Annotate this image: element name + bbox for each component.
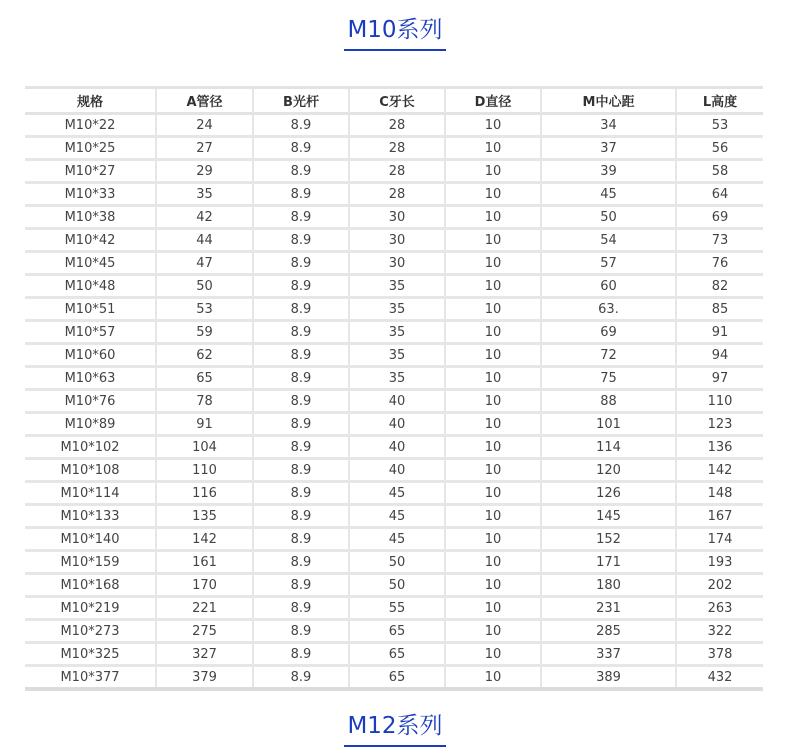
table-row (25, 344, 763, 367)
table-row (25, 321, 763, 344)
table-cell: M10*140 (25, 528, 156, 551)
table-cell: 59 (156, 321, 253, 344)
table-cell: 37 (541, 137, 676, 160)
table-cell: 50 (156, 275, 253, 298)
table-cell: 327 (156, 643, 253, 666)
table-row (25, 505, 763, 528)
header-c-thread-length: C牙长 (349, 88, 445, 114)
header-m-center-distance: M中心距 (541, 88, 676, 114)
section-title-m10 (0, 15, 790, 51)
table-cell: 285 (541, 620, 676, 643)
table-cell: 126 (541, 482, 676, 505)
table-cell: 44 (156, 229, 253, 252)
table-cell: 10 (445, 275, 541, 298)
table-cell: 110 (676, 390, 763, 413)
table-cell: 135 (156, 505, 253, 528)
table-cell: 10 (445, 137, 541, 160)
table-cell: 45 (349, 528, 445, 551)
table-cell: 53 (156, 298, 253, 321)
table-cell: M10*325 (25, 643, 156, 666)
table-cell: M10*76 (25, 390, 156, 413)
table-cell: 148 (676, 482, 763, 505)
table-cell: 116 (156, 482, 253, 505)
table-cell: 8.9 (253, 160, 349, 183)
table-row (25, 183, 763, 206)
table-cell: 171 (541, 551, 676, 574)
table-cell: M10*102 (25, 436, 156, 459)
table-cell: M10*38 (25, 206, 156, 229)
table-cell: 30 (349, 229, 445, 252)
table-cell: 432 (676, 666, 763, 690)
header-d-diameter: D直径 (445, 88, 541, 114)
table-cell: 10 (445, 413, 541, 436)
table-cell: M10*33 (25, 183, 156, 206)
table-cell: 28 (349, 137, 445, 160)
table-cell: 221 (156, 597, 253, 620)
table-cell: 35 (156, 183, 253, 206)
table-row (25, 413, 763, 436)
table-cell: 35 (349, 275, 445, 298)
table-cell: 40 (349, 436, 445, 459)
table-cell: 53 (676, 114, 763, 137)
table-cell: 8.9 (253, 643, 349, 666)
table-cell: 72 (541, 344, 676, 367)
table-cell: M10*273 (25, 620, 156, 643)
table-row (25, 252, 763, 275)
table-cell: 8.9 (253, 413, 349, 436)
table-cell: 10 (445, 574, 541, 597)
table-row (25, 160, 763, 183)
table-cell: 54 (541, 229, 676, 252)
table-cell: 88 (541, 390, 676, 413)
table-cell: 378 (676, 643, 763, 666)
table-cell: 47 (156, 252, 253, 275)
spec-table (25, 86, 763, 691)
table-cell: 10 (445, 229, 541, 252)
table-cell: 30 (349, 252, 445, 275)
header-l-height: L高度 (676, 88, 763, 114)
table-cell: 30 (349, 206, 445, 229)
table-cell: 10 (445, 298, 541, 321)
header-spec: 规格 (25, 88, 156, 114)
table-cell: M10*377 (25, 666, 156, 690)
section-title-text: M12系列 (344, 711, 445, 747)
table-cell: 114 (541, 436, 676, 459)
table-cell: 56 (676, 137, 763, 160)
table-cell: 42 (156, 206, 253, 229)
table-cell: 161 (156, 551, 253, 574)
table-cell: 8.9 (253, 528, 349, 551)
table-cell: 8.9 (253, 482, 349, 505)
table-cell: 62 (156, 344, 253, 367)
table-cell: 180 (541, 574, 676, 597)
table-cell: M10*57 (25, 321, 156, 344)
table-cell: 8.9 (253, 574, 349, 597)
table-cell: 10 (445, 551, 541, 574)
table-cell: 97 (676, 367, 763, 390)
table-cell: 58 (676, 160, 763, 183)
table-cell: 73 (676, 229, 763, 252)
table-cell: 85 (676, 298, 763, 321)
table-cell: M10*168 (25, 574, 156, 597)
table-cell: 8.9 (253, 597, 349, 620)
table-row (25, 298, 763, 321)
table-row (25, 229, 763, 252)
table-cell: 142 (156, 528, 253, 551)
table-cell: 10 (445, 505, 541, 528)
table-cell: 75 (541, 367, 676, 390)
table-cell: 10 (445, 160, 541, 183)
table-cell: 63. (541, 298, 676, 321)
table-cell: 337 (541, 643, 676, 666)
table-cell: 50 (349, 551, 445, 574)
table-cell: 94 (676, 344, 763, 367)
table-cell: M10*63 (25, 367, 156, 390)
table-cell: 45 (349, 482, 445, 505)
table-row (25, 206, 763, 229)
table-cell: M10*48 (25, 275, 156, 298)
table-cell: 45 (349, 505, 445, 528)
table-cell: 170 (156, 574, 253, 597)
table-cell: 10 (445, 367, 541, 390)
table-cell: 50 (349, 574, 445, 597)
table-cell: 8.9 (253, 367, 349, 390)
table-row (25, 620, 763, 643)
table-cell: M10*51 (25, 298, 156, 321)
table-cell: 120 (541, 459, 676, 482)
table-cell: M10*27 (25, 160, 156, 183)
table-cell: 27 (156, 137, 253, 160)
table-cell: M10*133 (25, 505, 156, 528)
table-cell: M10*25 (25, 137, 156, 160)
table-cell: 110 (156, 459, 253, 482)
table-cell: 152 (541, 528, 676, 551)
table-cell: 91 (156, 413, 253, 436)
table-cell: 34 (541, 114, 676, 137)
table-cell: 55 (349, 597, 445, 620)
table-cell: 24 (156, 114, 253, 137)
table-row (25, 436, 763, 459)
section-title-text: M10系列 (344, 15, 445, 51)
table-cell: 8.9 (253, 183, 349, 206)
table-row (25, 137, 763, 160)
table-cell: 28 (349, 114, 445, 137)
table-cell: 65 (156, 367, 253, 390)
table-row (25, 597, 763, 620)
section-title-m12 (0, 711, 790, 747)
table-cell: 101 (541, 413, 676, 436)
table-cell: 40 (349, 390, 445, 413)
table-cell: 8.9 (253, 505, 349, 528)
table-cell: 39 (541, 160, 676, 183)
table-cell: 29 (156, 160, 253, 183)
table-cell: 76 (676, 252, 763, 275)
table-cell: 8.9 (253, 436, 349, 459)
table-cell: 91 (676, 321, 763, 344)
table-cell: 10 (445, 597, 541, 620)
table-cell: 263 (676, 597, 763, 620)
table-cell: 82 (676, 275, 763, 298)
table-row (25, 551, 763, 574)
table-cell: 8.9 (253, 252, 349, 275)
table-cell: 10 (445, 321, 541, 344)
table-cell: 69 (676, 206, 763, 229)
table-cell: 60 (541, 275, 676, 298)
table-row (25, 528, 763, 551)
table-header-row (25, 88, 763, 114)
table-cell: M10*89 (25, 413, 156, 436)
table-cell: M10*114 (25, 482, 156, 505)
table-cell: 8.9 (253, 551, 349, 574)
header-b-shank: B光杆 (253, 88, 349, 114)
table-cell: 78 (156, 390, 253, 413)
table-row (25, 643, 763, 666)
table-cell: 45 (541, 183, 676, 206)
table-cell: 167 (676, 505, 763, 528)
table-cell: 35 (349, 298, 445, 321)
table-cell: 10 (445, 206, 541, 229)
table-body (25, 114, 763, 690)
table-cell: 8.9 (253, 206, 349, 229)
table-cell: M10*219 (25, 597, 156, 620)
table-cell: 202 (676, 574, 763, 597)
table-cell: M10*108 (25, 459, 156, 482)
table-cell: 10 (445, 390, 541, 413)
table-cell: M10*159 (25, 551, 156, 574)
table-cell: M10*60 (25, 344, 156, 367)
table-cell: 10 (445, 183, 541, 206)
table-cell: 50 (541, 206, 676, 229)
table-cell: 322 (676, 620, 763, 643)
table-cell: M10*45 (25, 252, 156, 275)
table-cell: 136 (676, 436, 763, 459)
table-cell: M10*42 (25, 229, 156, 252)
table-cell: 35 (349, 321, 445, 344)
table-cell: 275 (156, 620, 253, 643)
table-cell: 28 (349, 183, 445, 206)
table-cell: 65 (349, 620, 445, 643)
table-row (25, 482, 763, 505)
table-cell: 389 (541, 666, 676, 690)
table-cell: 231 (541, 597, 676, 620)
table-cell: 69 (541, 321, 676, 344)
table-cell: M10*22 (25, 114, 156, 137)
table-cell: 8.9 (253, 298, 349, 321)
table-cell: 8.9 (253, 114, 349, 137)
table-cell: 379 (156, 666, 253, 690)
table-cell: 8.9 (253, 390, 349, 413)
header-a-diameter: A管径 (156, 88, 253, 114)
table-row (25, 390, 763, 413)
table-cell: 145 (541, 505, 676, 528)
table-cell: 10 (445, 620, 541, 643)
table-cell: 8.9 (253, 275, 349, 298)
table-cell: 123 (676, 413, 763, 436)
table-cell: 8.9 (253, 459, 349, 482)
table-cell: 10 (445, 643, 541, 666)
table-cell: 142 (676, 459, 763, 482)
table-cell: 10 (445, 459, 541, 482)
table-cell: 8.9 (253, 137, 349, 160)
table-cell: 10 (445, 482, 541, 505)
table-cell: 8.9 (253, 229, 349, 252)
table-cell: 8.9 (253, 666, 349, 690)
table-cell: 8.9 (253, 321, 349, 344)
table-cell: 104 (156, 436, 253, 459)
table-row (25, 367, 763, 390)
table-cell: 35 (349, 344, 445, 367)
table-row (25, 114, 763, 137)
table-cell: 174 (676, 528, 763, 551)
table-cell: 8.9 (253, 620, 349, 643)
table-cell: 10 (445, 436, 541, 459)
table-cell: 10 (445, 666, 541, 690)
table-cell: 10 (445, 344, 541, 367)
table-cell: 10 (445, 528, 541, 551)
table-cell: 8.9 (253, 344, 349, 367)
table-row (25, 459, 763, 482)
table-cell: 40 (349, 413, 445, 436)
table-cell: 10 (445, 252, 541, 275)
table-cell: 57 (541, 252, 676, 275)
table-cell: 28 (349, 160, 445, 183)
table-cell: 193 (676, 551, 763, 574)
table-cell: 35 (349, 367, 445, 390)
table-cell: 65 (349, 643, 445, 666)
table-cell: 40 (349, 459, 445, 482)
table-row (25, 574, 763, 597)
table-cell: 10 (445, 114, 541, 137)
table-row (25, 666, 763, 690)
table-cell: 64 (676, 183, 763, 206)
table-cell: 65 (349, 666, 445, 690)
table-row (25, 275, 763, 298)
